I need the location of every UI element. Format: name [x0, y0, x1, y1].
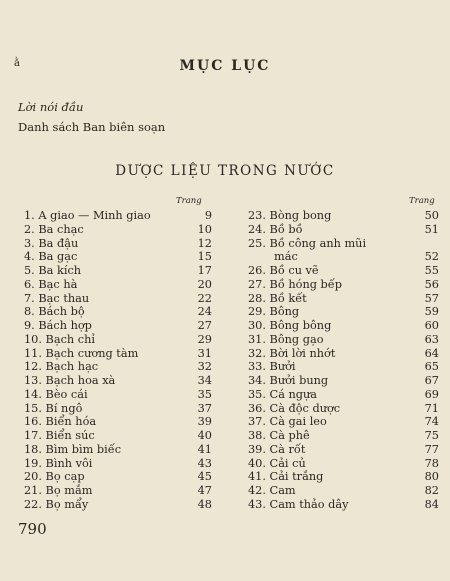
toc-entry-label: 36. Cà độc dược [248, 401, 341, 415]
toc-entry-page: 39 [197, 415, 212, 429]
toc-entry-label: 28. Bồ kết [248, 291, 307, 305]
toc-entry [248, 347, 439, 361]
toc-entry [248, 415, 439, 429]
toc-entry [24, 347, 212, 361]
toc-entry-label: 20. Bọ cạp [24, 470, 85, 484]
toc-entry-label: 13. Bạch hoa xà [24, 374, 116, 387]
toc-entry-page: 64 [424, 346, 439, 360]
toc-entry [24, 388, 212, 402]
toc-entry-page: 51 [424, 222, 439, 236]
toc-entry-label: 29. Bông [248, 305, 300, 319]
toc-entry-label: 18. Bìm bìm biếc [24, 442, 122, 456]
toc-entry-page: 50 [424, 209, 439, 222]
toc-entry-label: 37. Cà gai leo [248, 415, 327, 429]
toc-entry-label: 23. Bòng bong [248, 209, 332, 222]
toc-entry-label: 17. Biển súc [24, 429, 95, 442]
toc-entry-label: 42. Cam [248, 484, 296, 497]
toc-entry [248, 360, 439, 374]
toc-entry-page: 37 [197, 401, 212, 415]
toc-entry [248, 237, 439, 251]
toc-entry-page: 17 [197, 264, 212, 277]
toc-entry-page: 71 [424, 401, 439, 415]
toc-entry-label: 10. Bạch chỉ [24, 332, 96, 346]
toc-entry-page: 80 [424, 470, 439, 484]
page-title: MỤC LỤC [179, 58, 271, 74]
toc-entry [248, 333, 439, 347]
toc-entry [24, 278, 212, 292]
toc-entry-label: 25. Bồ công anh mũi [248, 236, 367, 250]
toc-entry-page: 65 [424, 360, 439, 374]
toc-entry-label: 6. Bạc hà [24, 277, 78, 291]
toc-entry-page: 41 [197, 442, 212, 456]
toc-entry-label: 4. Ba gạc [24, 250, 78, 264]
right-column-header: Trang [409, 196, 435, 206]
toc-entry-page: 22 [197, 291, 212, 305]
toc-entry [24, 374, 212, 388]
toc-entry [24, 415, 212, 429]
corner-mark: ằ [14, 58, 20, 69]
toc-entry-page: 63 [424, 332, 439, 346]
toc-entry-label: 27. Bồ hóng bếp [248, 277, 342, 291]
toc-entry-page: 40 [197, 429, 212, 442]
toc-entry-label: 41. Cải trắng [248, 470, 324, 484]
toc-entry [248, 484, 439, 498]
toc-entry-page: 74 [424, 415, 439, 429]
toc-entry [24, 237, 212, 251]
toc-entry [24, 429, 212, 443]
toc-entry-page: 52 [424, 250, 439, 264]
toc-entry-label: 35. Cá ngựa [248, 387, 318, 401]
toc-entry-page: 56 [424, 277, 439, 291]
toc-entry [24, 470, 212, 484]
toc-entry-label: 31. Bông gạo [248, 332, 324, 346]
toc-entry [24, 250, 212, 264]
toc-entry [248, 209, 439, 223]
toc-entry [248, 498, 439, 512]
toc-entry-label: 7. Bạc thau [24, 291, 90, 305]
toc-entry-page: 59 [424, 305, 439, 319]
toc-entry [248, 292, 439, 306]
toc-entry [24, 319, 212, 333]
toc-entry-page: 24 [197, 305, 212, 319]
toc-entry [248, 223, 439, 237]
toc-entry-page: 9 [204, 209, 212, 222]
toc-entry-page: 45 [197, 470, 212, 484]
toc-entry [248, 429, 439, 443]
toc-entry [248, 319, 439, 333]
toc-entry-label: 1. A giao — Minh giao [24, 209, 151, 222]
toc-entry [248, 278, 439, 292]
toc-entry-page: 27 [197, 319, 212, 332]
left-column-header: Trang [176, 196, 202, 206]
toc-entry-label: 26. Bồ cu vẽ [248, 264, 319, 277]
toc-entry-page: 82 [424, 484, 439, 497]
toc-entry-page: 77 [424, 442, 439, 456]
toc-entry-label: 22. Bọ mẩy [24, 497, 89, 511]
toc-entry [24, 498, 212, 512]
toc-entry [24, 209, 212, 223]
toc-entry-page: 78 [424, 456, 439, 470]
section-title: DƯỢC LIỆU TRONG NƯỚC [115, 163, 335, 179]
toc-entry-label: 3. Ba đậu [24, 236, 79, 250]
toc-entry-page: 69 [424, 387, 439, 401]
toc-entry-page: 29 [197, 332, 212, 346]
toc-entry-page: 43 [197, 456, 212, 470]
toc-entry-label: 9. Bách hợp [24, 319, 92, 332]
toc-entry [24, 333, 212, 347]
toc-entry-label: 2. Ba chạc [24, 222, 84, 236]
toc-entry-label: 34. Bưởi bung [248, 374, 329, 387]
toc-entry-page: 57 [424, 291, 439, 305]
toc-entry [24, 305, 212, 319]
toc-entry-page: 55 [424, 264, 439, 277]
toc-entry-page: 60 [424, 319, 439, 332]
toc-entry [248, 470, 439, 484]
intro-editorial-board: Danh sách Ban biên soạn [18, 120, 166, 134]
toc-entry-page: 75 [424, 429, 439, 442]
toc-entry-page: 10 [197, 222, 212, 236]
toc-entry [248, 388, 439, 402]
toc-entry [248, 374, 439, 388]
toc-entry-page: 20 [197, 277, 212, 291]
toc-entry-label: mác [274, 250, 298, 264]
toc-entry [248, 402, 439, 416]
toc-entry-label: 15. Bí ngô [24, 401, 83, 415]
toc-entry-label: 8. Bách bộ [24, 305, 85, 319]
toc-entry-label: 12. Bạch hạc [24, 360, 99, 374]
toc-entry [24, 484, 212, 498]
toc-entry-page: 31 [197, 346, 212, 360]
toc-entry-page: 12 [197, 236, 212, 250]
toc-entry [24, 443, 212, 457]
toc-entry [24, 223, 212, 237]
toc-entry [248, 305, 439, 319]
toc-entry [24, 457, 212, 471]
toc-entry [248, 443, 439, 457]
toc-entry-label: 33. Bưởi [248, 360, 296, 374]
toc-entry [248, 264, 439, 278]
toc-entry-label: 16. Biển hóa [24, 415, 97, 429]
toc-entry-label: 21. Bọ mắm [24, 484, 93, 497]
toc-entry-label: 30. Bông bông [248, 319, 332, 332]
toc-entry-label: 39. Cà rốt [248, 442, 306, 456]
toc-entry-label: 5. Ba kích [24, 264, 82, 277]
toc-entry-label: 14. Bèo cái [24, 387, 88, 401]
toc-entry-page: 84 [424, 497, 439, 511]
toc-entry [248, 250, 439, 264]
toc-entry-label: 19. Bình vôi [24, 456, 93, 470]
toc-entry-page: 48 [197, 497, 212, 511]
toc-entry-page: 67 [424, 374, 439, 387]
toc-entry-label: 43. Cam thảo dây [248, 497, 349, 511]
toc-entry-label: 38. Cà phê [248, 429, 310, 442]
toc-entry-page: 47 [197, 484, 212, 497]
toc-entry-label: 40. Cải củ [248, 456, 306, 470]
toc-entry-page: 34 [197, 374, 212, 387]
intro-foreword: Lời nói đầu [18, 100, 84, 114]
toc-entry [24, 292, 212, 306]
page-number: 790 [18, 520, 47, 538]
toc-entry [24, 360, 212, 374]
toc-entry-page: 32 [197, 360, 212, 374]
toc-entry-label: 24. Bồ bồ [248, 222, 303, 236]
toc-entry [24, 264, 212, 278]
toc-entry [248, 457, 439, 471]
toc-entry-page: 35 [197, 387, 212, 401]
toc-entry-page: 15 [197, 250, 212, 264]
toc-entry [24, 402, 212, 416]
toc-entry-label: 11. Bạch cương tàm [24, 346, 139, 360]
toc-entry-label: 32. Bời lời nhớt [248, 346, 336, 360]
